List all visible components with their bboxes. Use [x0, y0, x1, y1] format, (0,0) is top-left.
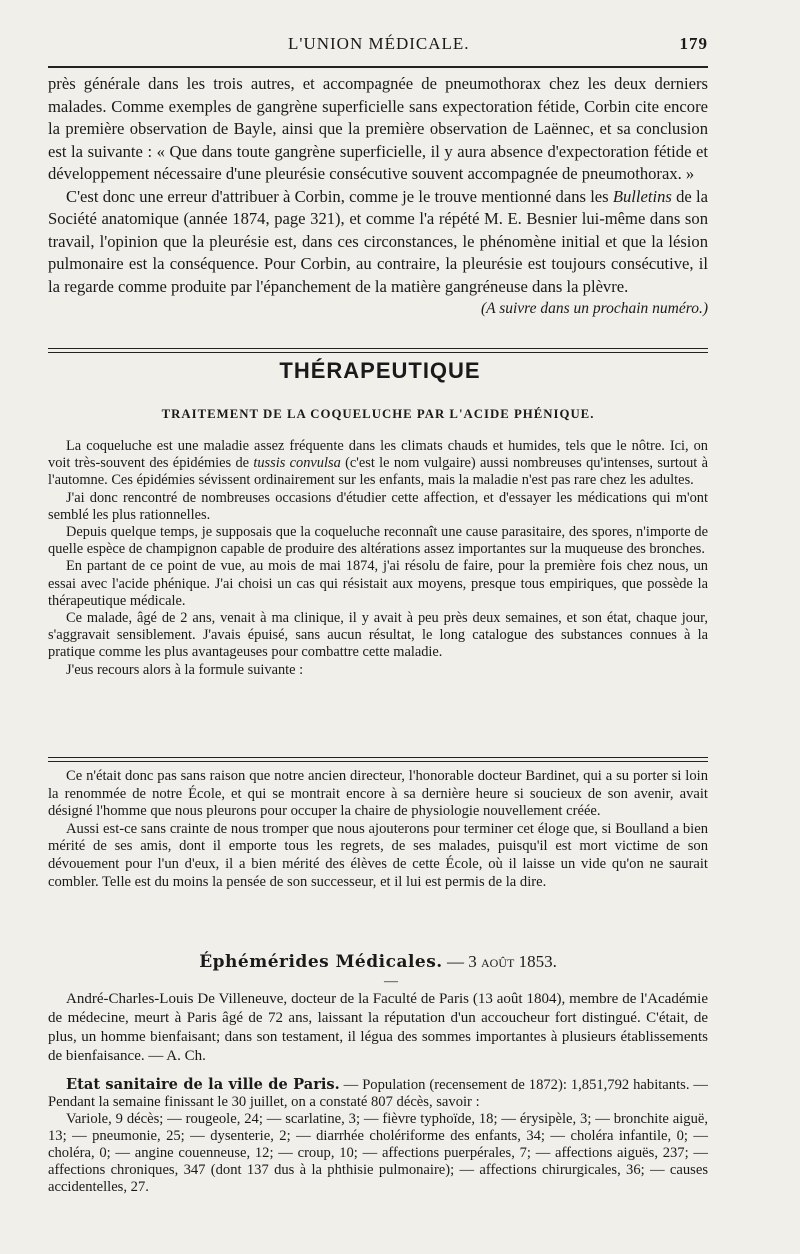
paragraph: Depuis quelque temps, je supposais que la coqueluche reconnaît une cause parasitaire, des spores, n'importe de quelle espèce de champignon capable de produire des altérations assez importantes sur la muqueuse des bronches. [48, 524, 708, 558]
ephemerides-title: Éphémérides Médicales. [199, 952, 443, 972]
paragraph: près générale dans les trois autres, et accompagnée de pneumothorax chez les deux derniers malades. Comme exemples de gangrène superficielle sans expectoration fétide, Corbin cite encore la première observation de Bayle, ainsi que la première observation de Laënnec, et sa conclusion est la suivante : « Que dans toute gangrène superficielle, il y aura absence d'expectoration fétide et développement nécessaire d'une pleurésie consécutive souvent accompagnée de pneumothorax. » [48, 74, 708, 183]
running-title: L'UNION MÉDICALE. [288, 34, 470, 53]
latin-term: tussis convulsa [253, 455, 341, 472]
divider-dash: — [384, 974, 398, 989]
paragraph: En partant de ce point de vue, au mois de mai 1874, j'ai résolu de faire, pour la première fois chez nous, un essai avec l'acide phénique. J'ai choisi un cas qui résistait aux moyens, presque tous empiriques, que possède la thérapeutique médicale. [48, 558, 708, 609]
page-header [48, 34, 708, 58]
ephemerides-date: 3 août 1853. [468, 952, 557, 971]
top-article [48, 73, 708, 321]
continuation-note: (A suivre dans un prochain numéro.) [480, 300, 708, 317]
header-rule [48, 66, 708, 68]
paragraph: J'ai donc rencontré de nombreuses occasions d'étudier cette affection, et d'essayer les médications qui m'ont semblé les plus rationnelles. [48, 489, 708, 523]
etat-sanitaire [48, 1076, 708, 1196]
paragraph: La coqueluche est une maladie assez fréquente dans les climats chauds et humides, tels que le nôtre. Ici, on voit très-souvent des épidémies de tussis convulsa (c'est le nom vulgaire) aussi nombreuses qu'intenses, surtout à l'automne. Ces épidémies sévissent ordinairement sur les enfants, mais la maladie n'est pas rare chez les adultes. [48, 438, 708, 489]
page-number: 179 [679, 34, 708, 53]
section-rule [48, 757, 708, 762]
paragraph: André-Charles-Louis De Villeneuve, docteur de la Faculté de Paris (13 août 1804), membre de l'Académie de médecine, meurt à Paris âgé de 72 ans, laissant la réputation d'un accoucheur fort distingué. C'était, de plus, un homme bienfaisant; dans son testament, il légua des sommes importantes à plusieurs établissements de bienfaisance. — A. Ch. [48, 991, 708, 1064]
paragraph: Ce n'était donc pas sans raison que notre ancien directeur, l'honorable docteur Bardinet, qui a su porter si loin la renommée de notre École, et qui se montrait encore à sa dernière heure si soucieux de son avenir, avait désigné l'homme que nous pleurons pour occuper la chaire de physiologie nouvellement créée. [48, 768, 708, 820]
eulogy-text [48, 768, 708, 891]
paragraph: Etat sanitaire de la ville de Paris. — Population (recensement de 1872): 1,851,792 habitants. — Pendant la semaine finissant le 30 juillet, on a constaté 807 décès, savoir : [48, 1076, 708, 1110]
paragraph: J'eus recours alors à la formule suivante : [66, 661, 304, 678]
article-title: TRAITEMENT DE LA COQUELUCHE PAR L'ACIDE PHÉNIQUE. [161, 407, 595, 421]
paragraph: Variole, 9 décès; — rougeole, 24; — scarlatine, 3; — fièvre typhoïde, 18; — érysipèle, 3; — bronchite aiguë, 13; — pneumonie, 25; — dysenterie, 2; — diarrhée cholériforme des enfants, 34; — choléra infantile, 0; — choléra, 0; — angine couenneuse, 12; — croup, 10; — affections puerpérales, 7; — affections aiguës, 237; — affections chroniques, 347 (dont 137 dus à la phthisie pulmonaire); — affections chirurgicales, 36; — causes accidentelles, 27. [48, 1111, 708, 1195]
ephemerides-text [48, 990, 708, 1066]
section-title: THÉRAPEUTIQUE [279, 358, 481, 383]
paragraph: Ce malade, âgé de 2 ans, venait à ma clinique, il y avait à peu près deux semaines, et son état, chaque jour, s'aggravait sensiblement. J'avais épuisé, sans aucun résultat, le long catalogue des substances connues à la pratique comme les plus avantageuses pour combattre cette maladie. [48, 610, 708, 661]
journal-name: Bulletins [612, 186, 672, 206]
section-rule [48, 348, 708, 353]
paragraph: Aussi est-ce sans crainte de nous tromper que nous ajouterons pour terminer cet éloge que, si Boulland a bien mérité de ses amis, dont il emporte tous les regrets, de ses malades, puisqu'il est mort victime de son dévouement pour l'un d'eux, il a bien mérité des élèves de cette École, où il laisse un vide qu'on ne saurait combler. Telle est du moins la pensée de son successeur, et il lui est permis de la dire. [48, 820, 708, 890]
ephemerides-heading: Éphémérides Médicales. — 3 août 1853. [199, 952, 557, 972]
paragraph: C'est donc une erreur d'attribuer à Corbin, comme je le trouve mentionné dans les Bulletins de la Société anatomique (année 1874, page 321), et comme l'a répété M. E. Besnier lui-même dans son travail, l'opinion que la pleurésie est, dans ces circonstances, le phénomène initial et que la lésion pulmonaire est la conséquence. Pour Corbin, au contraire, la pleurésie est toujours consécutive, il la regarde comme produite par l'épanchement de la matière gangréneuse dans la plèvre. [48, 186, 708, 296]
etat-title: Etat sanitaire de la ville de Paris. [66, 1076, 340, 1093]
therapeutique-article [48, 438, 708, 679]
